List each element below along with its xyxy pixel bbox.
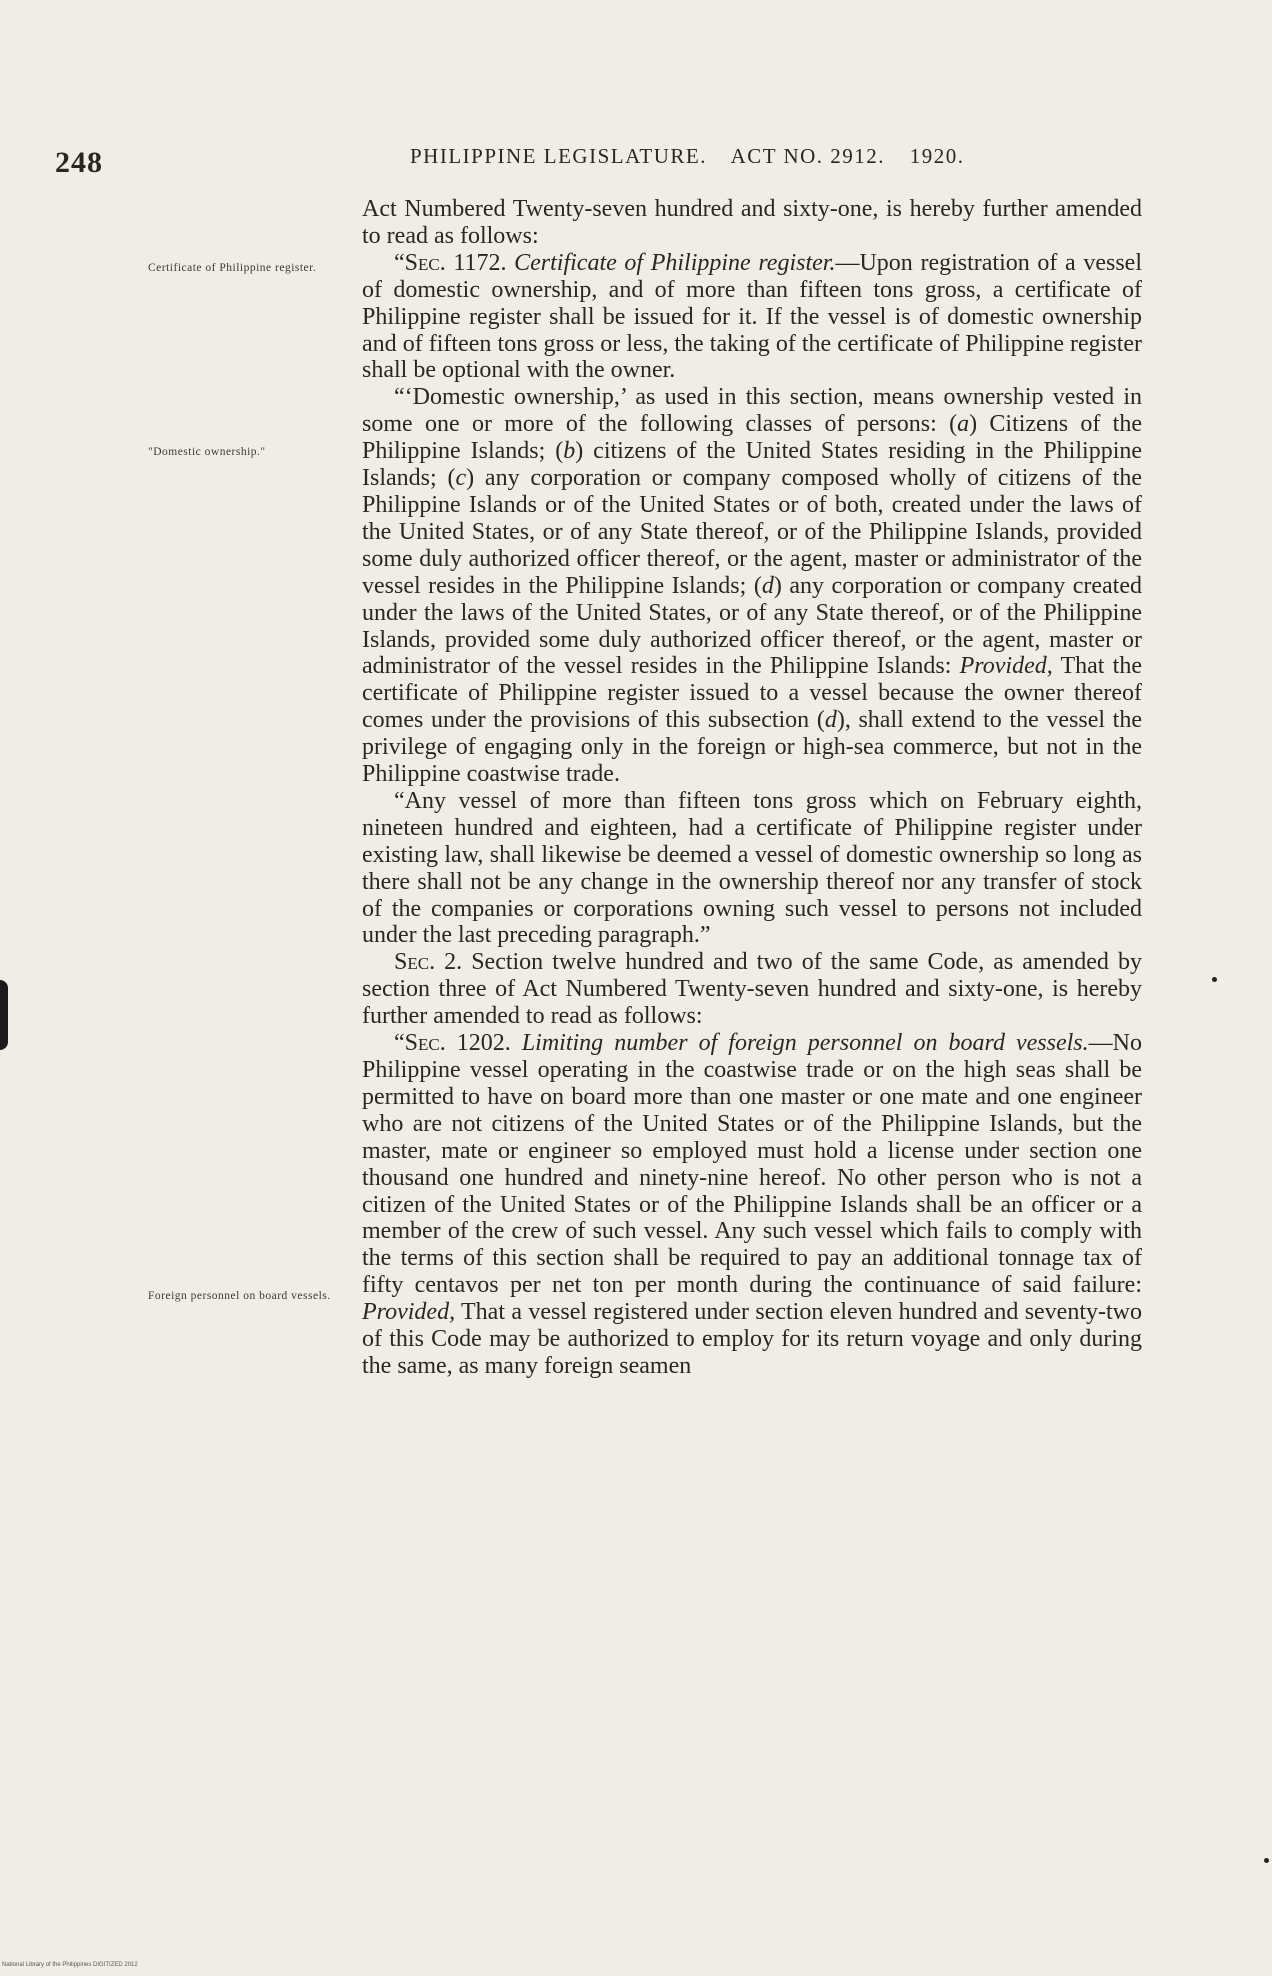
running-head: [410, 144, 1100, 169]
year: 1920.: [909, 144, 965, 168]
section-heading: “Sec. 1172.: [394, 249, 515, 276]
text: ) any corporation or company created under the laws of the United States, or of any State thereof, or of the Philippine Islands, provided some duly authorized officer thereof, or the agent, master or administrator of the vessel resides in the Philippine Islands:: [362, 572, 1143, 680]
speck: [1212, 977, 1217, 982]
section-heading: Sec. 2.: [394, 949, 463, 976]
text: That the certificate of Philippine register issued to a vessel because the owner thereof comes under the provisions of this subsection (: [362, 653, 1142, 734]
section-heading: “Sec. 1202.: [394, 1030, 522, 1057]
letter: d: [824, 707, 837, 734]
section-title: Certificate of Philippine register.: [514, 249, 836, 276]
section-title: Limiting number of foreign personnel on board vessels.: [521, 1030, 1089, 1057]
margin-note-foreign-personnel: Foreign personnel on board vessels.: [148, 1290, 331, 1302]
letter: d: [761, 572, 774, 599]
letter: c: [455, 465, 467, 492]
act-number: ACT NO. 2912.: [730, 144, 886, 168]
running-title: PHILIPPINE LEGISLATURE.: [410, 144, 707, 168]
margin-note-certificate: Certificate of Philippine register.: [148, 262, 317, 274]
text: ) any corporation or company composed wholly of citizens of the Philippine Islands or of the United States or of both, created under the laws of the United States, or of any State thereof, or of the Philippine Islands, provided some duly authorized officer thereof, or the agent, master or administrator of the vessel resides in the Philippine Islands; (: [362, 465, 1142, 599]
letter: b: [563, 438, 576, 465]
text: ) citizens of the United States residing in the Philippine Islands; (: [362, 438, 1143, 492]
provided: Provided,: [959, 653, 1053, 680]
paragraph-sec-2: [362, 949, 1142, 1030]
text: Section twelve hundred and two of the same Code, as amended by section three of Act Numbered Twenty-seven hundred and sixty-one, is hereby further amended to read as follows:: [362, 949, 1142, 1030]
footer-credit: National Library of the Philippines DIGITIZED 2012: [2, 1962, 138, 1968]
text: “‘Domestic ownership,’ as used in this section, means ownership vested in some one or more of the following classes of persons: (: [362, 384, 1142, 438]
paragraph: [362, 196, 1142, 250]
text: That a vessel registered under section eleven hundred and seventy-two of this Code may be authorized to employ for its return voyage and only during the same, as many foreign seamen: [362, 1299, 1142, 1379]
text: ), shall extend to the vessel the privilege of engaging only in the foreign or high-sea commerce, but not in the Philippine coastwise trade.: [362, 707, 1142, 788]
text: Act Numbered Twenty-seven hundred and sixty-one, is hereby further amended to read as follows:: [362, 196, 1142, 249]
paragraph-any-vessel: [362, 788, 1142, 949]
margin-note-domestic-ownership: "Domestic ownership.": [148, 446, 266, 458]
text: —No Philippine vessel operating in the coastwise trade or on the high seas shall be permitted to have on board more than one master or one mate and one engineer who are not citizens of the United States or of the Philippine Islands, but the master, mate or engineer so employed must hold a license under section one thousand one hundred and ninety-nine hereof. No other person who is not a citizen of the United States or of the Philippine Islands shall be an officer or a member of the crew of such vessel. Any such vessel which fails to comply with the terms of this section shall be required to pay an additional tonnage tax of fifty centavos per net ton per month during the continuance of said failure:: [362, 1030, 1142, 1299]
text: —Upon registration of a vessel of domestic ownership, and of more than fifteen tons gross, a certificate of Philippine register shall be issued for it. If the vessel is of domestic ownership and of fifteen tons gross or less, the taking of the certificate of Philippine register shall be optional with the owner.: [362, 249, 1142, 384]
provided: Provided,: [362, 1299, 456, 1326]
body-text: [362, 196, 1142, 1380]
paragraph-sec-1202: [362, 1030, 1142, 1380]
page-number: 248: [55, 146, 103, 179]
text: ) Citizens of the Philippine Islands; (: [362, 411, 1142, 465]
letter: a: [957, 411, 970, 438]
speck: [1264, 1858, 1269, 1863]
text: “Any vessel of more than fifteen tons gross which on February eighth, nineteen hundred and eighteen, had a certificate of Philippine register under existing law, shall likewise be deemed a vessel of domestic ownership so long as there shall not be any change in the ownership thereof nor any transfer of stock of the companies or corporations owning such vessel to persons not included under the last preceding paragraph.”: [362, 787, 1142, 949]
paragraph-domestic-ownership: [362, 384, 1142, 788]
scan-edge-mark: [0, 980, 8, 1050]
paragraph-sec-1172: [362, 250, 1142, 385]
